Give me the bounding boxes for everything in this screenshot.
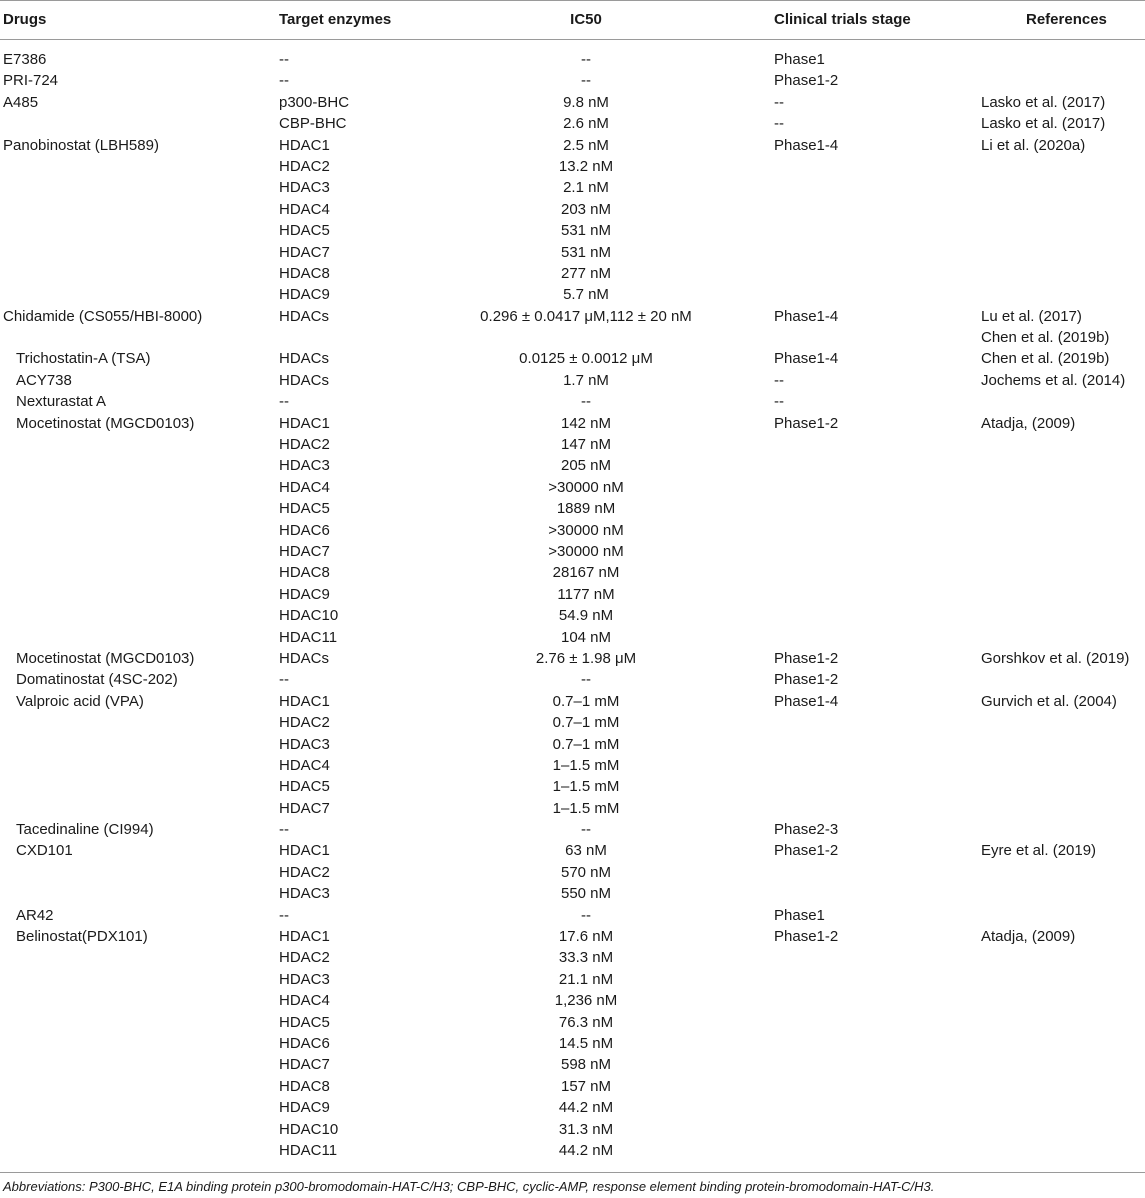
header-references: References: [1026, 11, 1107, 28]
target-enzyme-cell: HDAC1: [279, 928, 330, 946]
target-enzyme-cell: HDAC8: [279, 564, 330, 582]
drug-cell: Belinostat(PDX101): [16, 928, 148, 946]
ic50-cell: 1–1.5 mM: [552, 778, 620, 796]
drug-cell: CXD101: [16, 842, 73, 860]
target-enzyme-cell: --: [279, 906, 289, 924]
reference-cell: Chen et al. (2019b): [981, 329, 1110, 347]
table-header-row: [0, 0, 1145, 40]
ic50-cell: 63 nM: [565, 842, 607, 860]
table-row: [0, 648, 1145, 669]
target-enzyme-cell: HDAC1: [279, 136, 330, 154]
drug-cell: Tacedinaline (CI994): [16, 821, 154, 839]
drug-cell: Mocetinostat (MGCD0103): [16, 649, 195, 667]
clinical-stage-cell: --: [774, 371, 784, 389]
ic50-cell: 13.2 nM: [558, 157, 614, 175]
ic50-cell: 2.1 nM: [563, 179, 609, 197]
target-enzyme-cell: HDACs: [279, 307, 330, 325]
table-row: [0, 113, 1145, 134]
ic50-cell: 2.76 ± 1.98 μM: [535, 649, 637, 667]
target-enzyme-cell: HDAC3: [279, 179, 330, 197]
table-row: [0, 1140, 1145, 1161]
target-enzyme-cell: --: [279, 51, 289, 68]
target-enzyme-cell: HDAC6: [279, 1034, 330, 1052]
ic50-cell: 1177 nM: [557, 585, 615, 603]
table-row: [0, 562, 1145, 583]
target-enzyme-cell: HDAC11: [279, 1141, 338, 1159]
ic50-cell: 598 nM: [560, 1056, 612, 1074]
ic50-cell: 1,236 nM: [554, 992, 618, 1010]
ic50-cell: 531 nM: [560, 222, 612, 240]
ic50-cell: 550 nM: [560, 885, 612, 903]
drug-cell: E7386: [3, 51, 47, 68]
target-enzyme-cell: HDAC2: [279, 714, 330, 732]
drug-cell: Trichostatin-A (TSA): [16, 350, 151, 368]
reference-cell: Lu et al. (2017): [981, 307, 1082, 325]
reference-cell: Lasko et al. (2017): [981, 93, 1106, 111]
header-drugs: Drugs: [3, 11, 47, 28]
target-enzyme-cell: HDAC11: [279, 628, 338, 646]
clinical-stage-cell: Phase1: [774, 51, 825, 68]
target-enzyme-cell: --: [279, 393, 289, 411]
clinical-stage-cell: Phase1-2: [774, 842, 839, 860]
drug-cell: PRI-724: [3, 72, 59, 90]
ic50-cell: 9.8 nM: [563, 93, 609, 111]
clinical-stage-cell: Phase1: [774, 906, 825, 924]
target-enzyme-cell: HDAC2: [279, 863, 330, 881]
ic50-cell: 31.3 nM: [558, 1120, 614, 1138]
target-enzyme-cell: HDAC5: [279, 1013, 330, 1031]
clinical-stage-cell: Phase1-2: [774, 928, 839, 946]
ic50-cell: 570 nM: [560, 863, 612, 881]
target-enzyme-cell: HDACs: [279, 371, 330, 389]
target-enzyme-cell: CBP-BHC: [279, 115, 347, 133]
table-row: [0, 199, 1145, 220]
table-row: [0, 541, 1145, 562]
table-row: [0, 691, 1145, 712]
ic50-cell: 2.5 nM: [563, 136, 609, 154]
ic50-cell: 5.7 nM: [563, 286, 609, 304]
target-enzyme-cell: p300-BHC: [279, 93, 350, 111]
table-row: [0, 263, 1145, 284]
table-row: [0, 1012, 1145, 1033]
table-row: [0, 627, 1145, 648]
table-row: [0, 605, 1145, 626]
ic50-cell: 14.5 nM: [558, 1034, 614, 1052]
reference-cell: Gurvich et al. (2004): [981, 692, 1117, 710]
table-row: [0, 306, 1145, 327]
clinical-stage-cell: Phase1-4: [774, 136, 839, 154]
table-row: [0, 947, 1145, 968]
target-enzyme-cell: HDAC4: [279, 756, 330, 774]
clinical-stage-cell: Phase1-4: [774, 307, 839, 325]
target-enzyme-cell: HDACs: [279, 649, 330, 667]
ic50-cell: 76.3 nM: [558, 1013, 614, 1031]
target-enzyme-cell: HDAC1: [279, 692, 330, 710]
ic50-cell: --: [581, 821, 591, 839]
table-row: [0, 135, 1145, 156]
table-row: [0, 92, 1145, 113]
ic50-cell: 147 nM: [560, 436, 612, 454]
target-enzyme-cell: HDAC7: [279, 1056, 330, 1074]
ic50-cell: 0.7–1 mM: [552, 735, 620, 753]
target-enzyme-cell: HDAC5: [279, 222, 330, 240]
table-row: [0, 327, 1145, 348]
target-enzyme-cell: HDAC4: [279, 478, 330, 496]
table-row: [0, 883, 1145, 904]
target-enzyme-cell: HDAC9: [279, 585, 330, 603]
table-row: [0, 1076, 1145, 1097]
ic50-cell: 205 nM: [560, 457, 612, 475]
table-row: [0, 498, 1145, 519]
ic50-cell: 203 nM: [560, 200, 612, 218]
ic50-cell: 44.2 nM: [558, 1099, 614, 1117]
ic50-cell: 1.7 nM: [563, 371, 609, 389]
target-enzyme-cell: HDAC1: [279, 842, 330, 860]
ic50-cell: 17.6 nM: [558, 928, 614, 946]
target-enzyme-cell: HDAC3: [279, 457, 330, 475]
ic50-cell: 0.7–1 mM: [552, 692, 620, 710]
ic50-cell: 1889 nM: [556, 500, 616, 518]
table-row: [0, 49, 1145, 70]
clinical-stage-cell: Phase1-4: [774, 350, 839, 368]
clinical-stage-cell: Phase1-2: [774, 649, 839, 667]
table-row: [0, 242, 1145, 263]
ic50-cell: 0.0125 ± 0.0012 μM: [519, 350, 653, 368]
target-enzyme-cell: HDAC2: [279, 157, 330, 175]
table-row: [0, 734, 1145, 755]
target-enzyme-cell: HDAC8: [279, 264, 330, 282]
target-enzyme-cell: HDAC7: [279, 542, 330, 560]
ic50-cell: >30000 nM: [548, 478, 624, 496]
table-row: [0, 370, 1145, 391]
reference-cell: Chen et al. (2019b): [981, 350, 1110, 368]
table-row: [0, 926, 1145, 947]
clinical-stage-cell: --: [774, 93, 784, 111]
table-row: [0, 434, 1145, 455]
target-enzyme-cell: HDAC4: [279, 992, 330, 1010]
table-row: [0, 990, 1145, 1011]
ic50-cell: 531 nM: [560, 243, 612, 261]
reference-cell: Eyre et al. (2019): [981, 842, 1097, 860]
clinical-stage-cell: --: [774, 393, 784, 411]
ic50-cell: 28167 nM: [552, 564, 620, 582]
ic50-cell: --: [581, 72, 591, 90]
ic50-cell: 1–1.5 mM: [552, 756, 620, 774]
target-enzyme-cell: HDAC8: [279, 1077, 330, 1095]
table-row: [0, 348, 1145, 369]
table-row: [0, 70, 1145, 91]
table-row: [0, 969, 1145, 990]
drug-cell: Nexturastat A: [16, 393, 107, 411]
ic50-cell: 277 nM: [560, 264, 612, 282]
clinical-stage-cell: Phase1-2: [774, 671, 839, 689]
drug-cell: Mocetinostat (MGCD0103): [16, 414, 195, 432]
ic50-cell: 104 nM: [560, 628, 612, 646]
table-row: [0, 220, 1145, 241]
table-row: [0, 391, 1145, 412]
table-bottom-rule: [0, 1172, 1145, 1173]
target-enzyme-cell: HDAC5: [279, 778, 330, 796]
table-row: [0, 477, 1145, 498]
clinical-stage-cell: Phase2-3: [774, 821, 839, 839]
table-row: [0, 156, 1145, 177]
table-footnote: Abbreviations: P300-BHC, E1A binding protein p300-bromodomain-HAT-C/H3; CBP-BHC, cyclic-AMP, response element binding protein-bromodomain-HAT-C/H3.: [3, 1179, 935, 1194]
ic50-cell: --: [581, 906, 591, 924]
reference-cell: Gorshkov et al. (2019): [981, 649, 1130, 667]
ic50-cell: 2.6 nM: [563, 115, 609, 133]
table-row: [0, 455, 1145, 476]
table-row: [0, 284, 1145, 305]
target-enzyme-cell: HDAC3: [279, 885, 330, 903]
table-row: [0, 712, 1145, 733]
table-row: [0, 177, 1145, 198]
table-row: [0, 1119, 1145, 1140]
target-enzyme-cell: HDAC4: [279, 200, 330, 218]
reference-cell: Atadja, (2009): [981, 414, 1076, 432]
target-enzyme-cell: --: [279, 671, 289, 689]
table-row: [0, 840, 1145, 861]
clinical-stage-cell: Phase1-4: [774, 692, 839, 710]
ic50-cell: --: [581, 393, 591, 411]
header-ic50: IC50: [570, 11, 602, 28]
drug-cell: Chidamide (CS055/HBI-8000): [3, 307, 203, 325]
table-row: [0, 905, 1145, 926]
clinical-stage-cell: --: [774, 115, 784, 133]
target-enzyme-cell: HDAC3: [279, 970, 330, 988]
target-enzyme-cell: HDAC5: [279, 500, 330, 518]
reference-cell: Li et al. (2020a): [981, 136, 1086, 154]
target-enzyme-cell: --: [279, 72, 289, 90]
ic50-cell: --: [581, 51, 591, 68]
table-row: [0, 669, 1145, 690]
table-row: [0, 1097, 1145, 1118]
table-row: [0, 776, 1145, 797]
target-enzyme-cell: HDAC7: [279, 799, 330, 817]
target-enzyme-cell: --: [279, 821, 289, 839]
ic50-cell: >30000 nM: [548, 521, 624, 539]
ic50-cell: 157 nM: [560, 1077, 612, 1095]
drug-cell: A485: [3, 93, 39, 111]
target-enzyme-cell: HDAC9: [279, 1099, 330, 1117]
drug-cell: ACY738: [16, 371, 72, 389]
table-row: [0, 584, 1145, 605]
target-enzyme-cell: HDAC10: [279, 1120, 339, 1138]
target-enzyme-cell: HDAC2: [279, 949, 330, 967]
table-row: [0, 819, 1145, 840]
target-enzyme-cell: HDACs: [279, 350, 330, 368]
target-enzyme-cell: HDAC9: [279, 286, 330, 304]
ic50-cell: 44.2 nM: [558, 1141, 614, 1159]
ic50-cell: 0.296 ± 0.0417 μM,112 ± 20 nM: [480, 307, 692, 325]
target-enzyme-cell: HDAC7: [279, 243, 330, 261]
table-row: [0, 1054, 1145, 1075]
ic50-cell: 33.3 nM: [558, 949, 614, 967]
header-target-enzymes: Target enzymes: [279, 11, 392, 28]
target-enzyme-cell: HDAC3: [279, 735, 330, 753]
clinical-stage-cell: Phase1-2: [774, 72, 839, 90]
clinical-stage-cell: Phase1-2: [774, 414, 839, 432]
table-row: [0, 862, 1145, 883]
table-row: [0, 1033, 1145, 1054]
ic50-cell: 1–1.5 mM: [552, 799, 620, 817]
ic50-cell: 54.9 nM: [558, 607, 614, 625]
target-enzyme-cell: HDAC6: [279, 521, 330, 539]
drug-cell: Domatinostat (4SC-202): [16, 671, 178, 689]
target-enzyme-cell: HDAC2: [279, 436, 330, 454]
table-row: [0, 798, 1145, 819]
drug-cell: AR42: [16, 906, 54, 924]
table-body: [0, 49, 1145, 1161]
target-enzyme-cell: HDAC10: [279, 607, 339, 625]
table-row: [0, 520, 1145, 541]
ic50-cell: 142 nM: [560, 414, 612, 432]
reference-cell: Atadja, (2009): [981, 928, 1076, 946]
table-row: [0, 755, 1145, 776]
ic50-cell: 21.1 nM: [558, 970, 614, 988]
target-enzyme-cell: HDAC1: [279, 414, 330, 432]
header-clinical-trials-stage: Clinical trials stage: [774, 11, 911, 28]
ic50-cell: 0.7–1 mM: [552, 714, 620, 732]
reference-cell: Lasko et al. (2017): [981, 115, 1106, 133]
table-row: [0, 413, 1145, 434]
reference-cell: Jochems et al. (2014): [981, 371, 1126, 389]
drug-cell: Valproic acid (VPA): [16, 692, 144, 710]
ic50-cell: >30000 nM: [548, 542, 624, 560]
ic50-cell: --: [581, 671, 591, 689]
drug-cell: Panobinostat (LBH589): [3, 136, 159, 154]
